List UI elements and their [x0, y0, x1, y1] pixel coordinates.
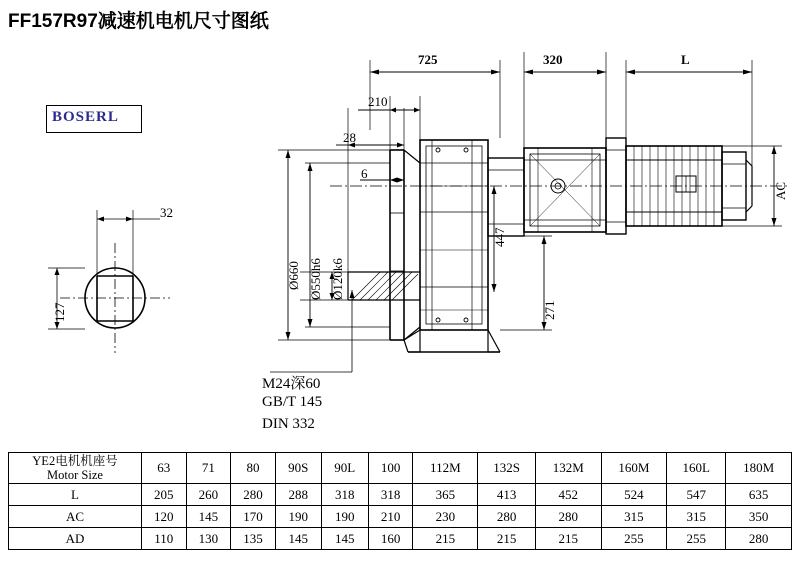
dim-127: 127 [52, 302, 67, 322]
table-cell: 145 [321, 528, 368, 550]
table-cell: 350 [726, 506, 792, 528]
dim-210: 210 [368, 94, 388, 109]
header-line-1: YE2电机机座号 [32, 454, 118, 468]
page-title: FF157R97减速机电机尺寸图纸 [8, 11, 269, 32]
dim-447: 447 [492, 227, 507, 247]
table-cell: 130 [186, 528, 231, 550]
note-line-2: GB/T 145 [262, 394, 323, 410]
table-cell: 413 [478, 484, 536, 506]
table-row [9, 506, 792, 528]
table-cell: 210 [368, 506, 413, 528]
table-cell: 110 [142, 528, 187, 550]
header-line-2: Motor Size [47, 468, 103, 482]
dim-L: L [681, 52, 690, 67]
table-cell: 635 [726, 484, 792, 506]
table-cell: 260 [186, 484, 231, 506]
table-cell: 255 [667, 528, 726, 550]
table-column-header: 63 [142, 453, 187, 484]
table-cell: 452 [535, 484, 601, 506]
dim-320: 320 [543, 52, 563, 67]
dim-550h6: Ø550h6 [308, 258, 323, 300]
table-cell: 205 [142, 484, 187, 506]
table-column-header: 132S [478, 453, 536, 484]
note-line-3: DIN 332 [262, 416, 315, 432]
table-cell: 280 [478, 506, 536, 528]
table-column-header: 90S [275, 453, 321, 484]
table-cell: 170 [231, 506, 276, 528]
table-row [9, 528, 792, 550]
table-cell: 315 [667, 506, 726, 528]
table-row-label: AC [9, 506, 142, 528]
table-cell: 215 [413, 528, 478, 550]
dim-6: 6 [361, 166, 368, 181]
table-cell: 255 [601, 528, 667, 550]
table-cell: 365 [413, 484, 478, 506]
table-row-label: L [9, 484, 142, 506]
table-column-header: 80 [231, 453, 276, 484]
table-cell: 145 [186, 506, 231, 528]
table-cell: 288 [275, 484, 321, 506]
table-column-header: 160M [601, 453, 667, 484]
table-cell: 315 [601, 506, 667, 528]
table-cell: 547 [667, 484, 726, 506]
table-cell: 135 [231, 528, 276, 550]
dim-725: 725 [418, 52, 438, 67]
dim-32: 32 [160, 205, 173, 220]
table-cell: 145 [275, 528, 321, 550]
table-cell: 160 [368, 528, 413, 550]
logo-text: BOSERL [52, 109, 119, 125]
table-cell: 190 [275, 506, 321, 528]
dim-AC: AC [773, 181, 788, 200]
table-cell: 524 [601, 484, 667, 506]
note-line-1: M24深60 [262, 376, 321, 392]
table-cell: 280 [231, 484, 276, 506]
table-column-header: 112M [413, 453, 478, 484]
dim-271: 271 [542, 300, 557, 320]
table-column-header: 132M [535, 453, 601, 484]
dim-120k6: Ø120k6 [330, 258, 345, 300]
table-cell: 280 [726, 528, 792, 550]
table-column-header: 71 [186, 453, 231, 484]
spec-table [8, 452, 792, 550]
table-row [9, 484, 792, 506]
dim-28: 28 [343, 130, 356, 145]
table-cell: 215 [535, 528, 601, 550]
table-cell: 318 [368, 484, 413, 506]
table-column-header: 160L [667, 453, 726, 484]
table-cell: 230 [413, 506, 478, 528]
dim-660: Ø660 [286, 261, 301, 290]
table-column-header: 90L [321, 453, 368, 484]
table-header-row [9, 453, 792, 484]
table-row-label: AD [9, 528, 142, 550]
table-column-header: 180M [726, 453, 792, 484]
table-cell: 215 [478, 528, 536, 550]
table-cell: 120 [142, 506, 187, 528]
table-cell: 190 [321, 506, 368, 528]
table-cell: 318 [321, 484, 368, 506]
table-header-motor-size [9, 453, 142, 484]
table-column-header: 100 [368, 453, 413, 484]
table-cell: 280 [535, 506, 601, 528]
